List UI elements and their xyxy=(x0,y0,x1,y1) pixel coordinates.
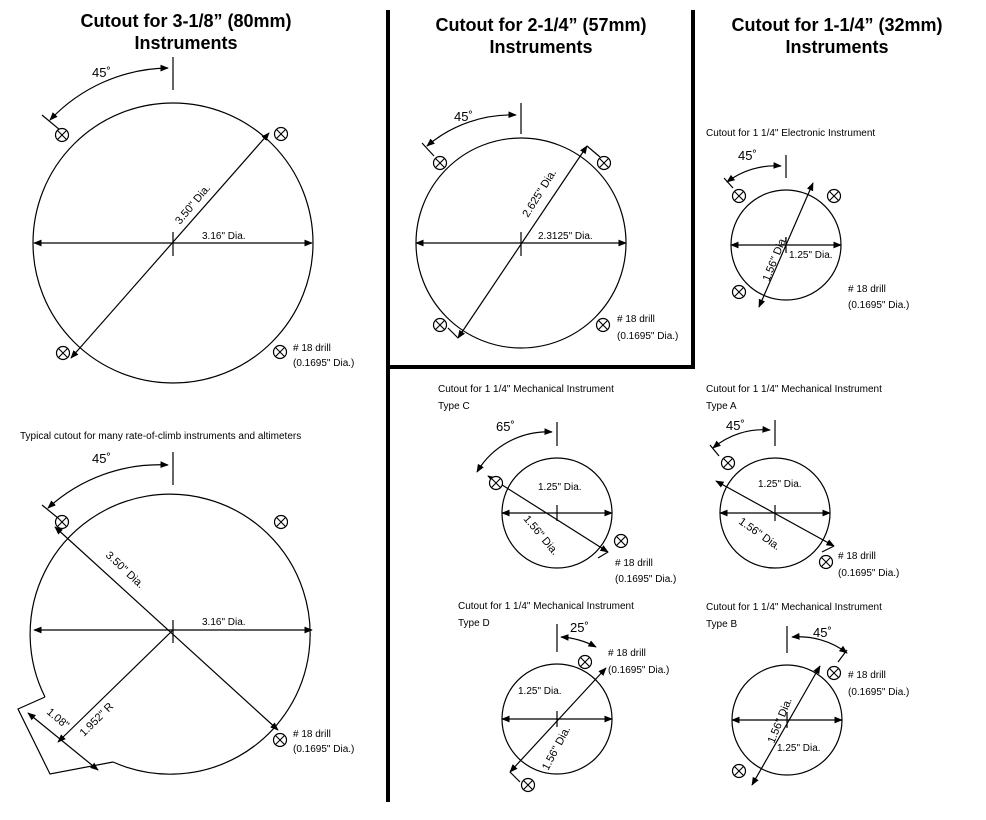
angle-label: 45˚ xyxy=(726,418,745,433)
bolt-hole-upper-right xyxy=(579,656,592,669)
bolt-extension xyxy=(510,772,520,782)
angle-arc xyxy=(561,637,596,647)
cutout-type-d xyxy=(458,601,669,792)
bolt-hole-top-left xyxy=(733,190,746,203)
bolt-hole-bottom-left xyxy=(434,319,447,332)
hole-diameter-label: 3.16" Dia. xyxy=(202,617,246,628)
angle-label: 25˚ xyxy=(570,620,589,635)
bolt-hole-top-left xyxy=(434,157,447,170)
bolt-hole-lower-right xyxy=(615,535,628,548)
drill-label-line2: (0.1695" Dia.) xyxy=(293,358,355,369)
bolt-hole-top-left xyxy=(56,516,69,529)
drill-label-line2: (0.1695" Dia.) xyxy=(848,300,910,311)
bolt-hole-bottom-left xyxy=(57,347,70,360)
bolt-hole-top-right xyxy=(598,157,611,170)
cutout-type-b xyxy=(706,602,909,785)
bolt-circle-label: 3.50" Dia. xyxy=(173,182,214,227)
radius-dimension-line xyxy=(58,630,173,742)
hole-diameter-label: 1.25" Dia. xyxy=(777,743,821,754)
drill-label-line1: # 18 drill xyxy=(617,314,655,325)
bolt-hole-bottom-right xyxy=(597,319,610,332)
drill-label-line2: (0.1695" Dia.) xyxy=(615,574,677,585)
drill-label-line2: (0.1695" Dia.) xyxy=(838,568,900,579)
drill-label-line2: (0.1695" Dia.) xyxy=(293,744,355,755)
cutout-type-a xyxy=(706,384,899,579)
bolt-circle-dimension-line xyxy=(55,527,278,730)
bolt-hole-bottom-left xyxy=(733,286,746,299)
drill-label-line1: # 18 drill xyxy=(848,284,886,295)
hole-outline-with-tab xyxy=(30,494,310,774)
caption-type-a-line1: Cutout for 1 1/4" Mechanical Instrument xyxy=(706,384,882,395)
bolt-hole-top-right xyxy=(275,516,288,529)
angle-label: 45˚ xyxy=(813,625,832,640)
caption-type-c-line1: Cutout for 1 1/4" Mechanical Instrument xyxy=(438,384,614,395)
bolt-hole-bottom-right xyxy=(274,346,287,359)
bolt-extension xyxy=(598,552,608,558)
cutout-rate-of-climb xyxy=(18,431,354,774)
header-32mm-line2: Instruments xyxy=(785,37,889,57)
bolt-circle-label: 1.56" Dia. xyxy=(520,513,561,558)
bolt-circle-dimension-line xyxy=(752,666,820,785)
cutout-type-c xyxy=(438,384,676,585)
hole-diameter-label: 1.25" Dia. xyxy=(518,686,562,697)
drill-label-line1: # 18 drill xyxy=(848,670,886,681)
hole-diameter-label: 1.25" Dia. xyxy=(789,250,833,261)
drill-label-line1: # 18 drill xyxy=(293,343,331,354)
cutout-80mm xyxy=(33,57,354,383)
extension-lower xyxy=(448,328,458,338)
angle-arc xyxy=(477,432,552,472)
bolt-hole-upper-right xyxy=(828,667,841,680)
radius-label: 1.952" R xyxy=(77,700,117,740)
hole-diameter-label: 1.25" Dia. xyxy=(538,482,582,493)
caption-type-b-line2: Type B xyxy=(706,619,738,630)
bolt-hole-lower-left xyxy=(522,779,535,792)
bolt-circle-dimension-line xyxy=(458,146,587,338)
headers xyxy=(80,11,942,57)
bolt-circle-label: 3.50" Dia. xyxy=(102,549,147,591)
hole-diameter-label: 1.25" Dia. xyxy=(758,479,802,490)
header-57mm-line2: Instruments xyxy=(489,37,593,57)
drill-label-line2: (0.1695" Dia.) xyxy=(617,331,679,342)
caption-type-b-line1: Cutout for 1 1/4" Mechanical Instrument xyxy=(706,602,882,613)
header-80mm-line1: Cutout for 3-1/8” (80mm) xyxy=(80,11,292,31)
bolt-hole-lower-left xyxy=(733,765,746,778)
panel-dividers xyxy=(388,10,695,802)
caption-type-a-line2: Type A xyxy=(706,401,737,412)
bolt-hole-top-left xyxy=(56,129,69,142)
drill-label-line1: # 18 drill xyxy=(838,551,876,562)
angle-extension xyxy=(42,115,60,130)
caption-electronic: Cutout for 1 1/4" Electronic Instrument xyxy=(706,128,876,139)
bolt-hole-top-right xyxy=(275,128,288,141)
angle-label: 45˚ xyxy=(92,451,111,466)
angle-label: 45˚ xyxy=(92,65,111,80)
angle-extension xyxy=(724,178,733,188)
bolt-circle-label: 1.56" Dia. xyxy=(736,515,783,553)
angle-arc xyxy=(48,465,168,508)
header-80mm-line2: Instruments xyxy=(134,33,238,53)
bolt-circle-label: 1.56" Dia. xyxy=(765,696,795,746)
cutout-32mm-electronic xyxy=(706,128,909,311)
header-57mm-line1: Cutout for 2-1/4” (57mm) xyxy=(435,15,647,35)
angle-label: 45˚ xyxy=(738,148,757,163)
extension-upper xyxy=(587,146,600,157)
bolt-hole-lower-right xyxy=(820,556,833,569)
drill-label-line1: # 18 drill xyxy=(608,648,646,659)
drill-label-line2: (0.1695" Dia.) xyxy=(608,665,670,676)
angle-arc xyxy=(727,166,781,182)
caption-type-d-line2: Type D xyxy=(458,618,490,629)
bolt-hole-upper-left xyxy=(722,457,735,470)
angle-label: 65˚ xyxy=(496,419,515,434)
angle-label: 45˚ xyxy=(454,109,473,124)
bolt-circle-label: 1.56" Dia. xyxy=(540,724,574,773)
caption-type-c-line2: Type C xyxy=(438,401,470,412)
bolt-hole-bottom-right xyxy=(274,734,287,747)
hole-diameter-label: 3.16" Dia. xyxy=(202,231,246,242)
drill-label-line2: (0.1695" Dia.) xyxy=(848,687,910,698)
caption-type-d-line1: Cutout for 1 1/4" Mechanical Instrument xyxy=(458,601,634,612)
hole-diameter-label: 2.3125" Dia. xyxy=(538,231,593,242)
bolt-circle-label: 1.56" Dia. xyxy=(760,234,790,284)
header-32mm-line1: Cutout for 1-1/4” (32mm) xyxy=(731,15,943,35)
bolt-hole-upper-left xyxy=(490,477,503,490)
bolt-extension xyxy=(822,546,834,552)
drill-label-line1: # 18 drill xyxy=(615,558,653,569)
drill-label-line1: # 18 drill xyxy=(293,729,331,740)
bolt-circle-dimension-line xyxy=(71,133,269,358)
tab-label: 1.08" xyxy=(44,706,72,732)
bolt-circle-label: 2.625" Dia. xyxy=(520,167,560,220)
bolt-hole-top-right xyxy=(828,190,841,203)
caption-roc: Typical cutout for many rate-of-climb instruments and altimeters xyxy=(20,431,302,442)
cutout-57mm xyxy=(416,103,678,348)
